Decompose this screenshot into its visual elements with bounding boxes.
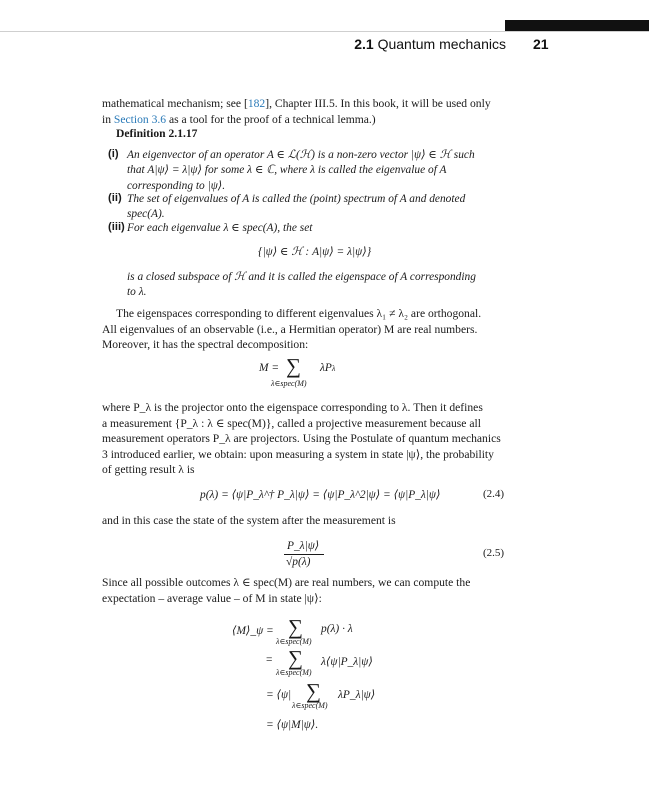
- expectation-lhs: ⟨M⟩_ψ =: [232, 625, 274, 637]
- section-number: 2.1: [354, 36, 374, 52]
- item-ii-line-2: spec(A).: [127, 208, 165, 221]
- paragraph-expectation: [102, 575, 505, 606]
- definition-item-i: [127, 148, 499, 194]
- item-ii-line-1: The set of eigenvalues of A is called the (point) spectrum of A and denoted: [127, 193, 466, 205]
- expect-row2-sum: ∑: [288, 646, 303, 670]
- para3-line-5: of getting result λ is: [102, 463, 195, 477]
- item-mark-i: (i): [108, 148, 119, 160]
- definition-item-iii: [127, 221, 499, 236]
- definition-after-text: [127, 270, 499, 301]
- expect-row2-term: λ⟨ψ|P_λ|ψ⟩: [321, 656, 373, 668]
- para1-text-a: mathematical mechanism; see [: [102, 97, 248, 110]
- item-i-line-2: that A|ψ⟩ = λ|ψ⟩ for some λ ∈ ℂ, where λ is called the eigenvalue of A: [127, 164, 447, 177]
- equation-2-5-denominator: √p(λ): [286, 556, 311, 568]
- expect-row3-sum: ∑: [306, 679, 321, 703]
- definition-title: Definition 2.1.17: [116, 127, 198, 140]
- para2-line-3: Moreover, it has the spectral decomposition:: [102, 338, 309, 352]
- expect-row1-under: λ∈spec(M): [276, 637, 312, 646]
- para5-line-1: Since all possible outcomes λ ∈ spec(M) are real numbers, we can compute the: [102, 576, 471, 589]
- paragraph-post-measurement: and in this case the state of the system after the measurement is: [102, 514, 396, 527]
- equation-2-5-fraction-bar: [284, 554, 324, 555]
- spectral-term-main: λP: [320, 362, 332, 374]
- expect-row2-under: λ∈spec(M): [276, 668, 312, 677]
- paragraph-eigenspaces: [102, 306, 505, 353]
- expect-row2-prefix: =: [266, 654, 273, 666]
- para3-line-2: a measurement {P_λ : λ ∈ spec(M)}, called a projective measurement because all: [102, 416, 481, 430]
- eigenspace-set-equation: {|ψ⟩ ∈ ℋ : A|ψ⟩ = λ|ψ⟩}: [258, 246, 372, 258]
- expect-row3-prefix: = ⟨ψ|: [266, 689, 292, 701]
- citation-link[interactable]: 182: [247, 97, 266, 110]
- running-head: [354, 36, 506, 52]
- page-number: 21: [533, 36, 549, 52]
- para3-line-1: where P_λ is the projector onto the eigenspace corresponding to λ. Then it defines: [102, 401, 483, 414]
- paragraph-intro: [102, 96, 505, 127]
- expect-row3-under: λ∈spec(M): [292, 701, 328, 710]
- para1-text-d: as a tool for the proof of a technical lemma.): [166, 112, 376, 126]
- section-link[interactable]: Section 3.6: [113, 112, 167, 126]
- header-rule: [0, 31, 649, 32]
- para2-line-2: All eigenvalues of an observable (i.e., a Hermitian operator) M are real numbers.: [102, 322, 478, 336]
- equation-2-5-numerator: P_λ|ψ⟩: [287, 540, 320, 552]
- para5-line-2: expectation – average value – of M in state |ψ⟩:: [102, 591, 322, 605]
- expect-row1-term: p(λ) · λ: [321, 623, 353, 635]
- spectral-lhs: M =: [259, 362, 280, 374]
- expect-row1-sum: ∑: [288, 615, 303, 639]
- spectral-term: [320, 362, 335, 374]
- spectral-term-sub: λ: [331, 364, 336, 373]
- after-line-2: to λ.: [127, 286, 147, 299]
- expect-row4: = ⟨ψ|M|ψ⟩.: [266, 719, 319, 731]
- expect-row3-term: λP_λ|ψ⟩: [338, 689, 376, 701]
- para3-line-4: 3 introduced earlier, we obtain: upon measuring a system in state |ψ⟩, the probability: [102, 447, 494, 461]
- paragraph-measurement: [102, 400, 505, 478]
- item-mark-iii: (iii): [108, 221, 125, 233]
- spectral-sum-under: λ∈spec(M): [271, 379, 307, 388]
- section-title: Quantum mechanics: [377, 36, 506, 52]
- definition-item-ii: [127, 192, 499, 223]
- equation-2-4: p(λ) = ⟨ψ|P_λ^† P_λ|ψ⟩ = ⟨ψ|P_λ^2|ψ⟩ = ⟨ψ|P_λ|ψ⟩: [200, 489, 441, 501]
- spectral-sum-symbol: ∑: [286, 354, 301, 378]
- equation-2-5-number: (2.5): [483, 547, 505, 559]
- equation-2-4-number: (2.4): [483, 488, 505, 500]
- para3-line-3: measurement operators P_λ are projectors. Using the Postulate of quantum mechanics: [102, 432, 501, 446]
- para1-text-c: in: [102, 112, 114, 126]
- after-line-1: is a closed subspace of ℋ and it is called the eigenspace of A corresponding: [127, 271, 476, 283]
- para1-text-b: ], Chapter III.5. In this book, it will be used only: [265, 97, 491, 110]
- item-i-line-1: An eigenvector of an operator A ∈ ℒ(ℋ) is a non-zero vector |ψ⟩ ∈ ℋ such: [127, 149, 475, 161]
- item-iii-line-1: For each eigenvalue λ ∈ spec(A), the set: [127, 222, 313, 234]
- item-i-line-3: corresponding to |ψ⟩.: [127, 179, 226, 192]
- item-mark-ii: (ii): [108, 192, 122, 204]
- para2-line-1: The eigenspaces corresponding to different eigenvalues λ₁ ≠ λ₂ are orthogonal.: [116, 307, 482, 320]
